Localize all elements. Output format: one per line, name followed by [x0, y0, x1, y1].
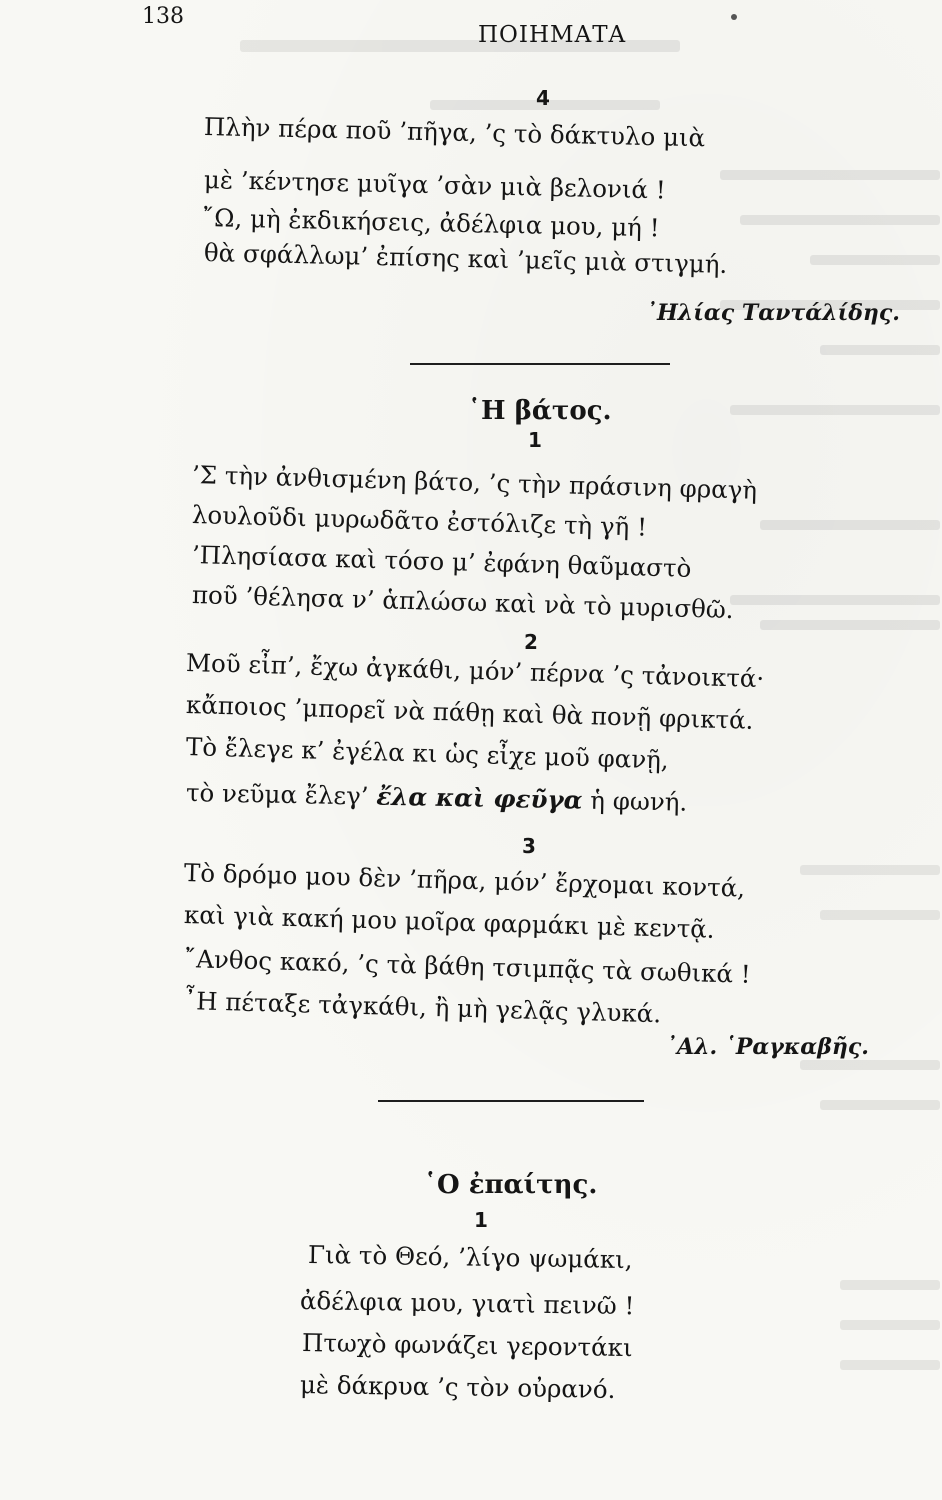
running-title: ΠΟΙΗΜΑΤΑ — [478, 22, 627, 48]
poem-title: ῾Ο ἐπαίτης. — [424, 1170, 598, 1200]
verse-line: ἀδέλφια μου, γιατὶ πεινῶ ! — [299, 1286, 635, 1321]
verse-line: ῎Ω, μὴ ἐκδικήσεις, ἀδέλφια μου, μή ! — [201, 203, 660, 243]
verse-line: μὲ δάκρυα ’ς τὸν οὐρανό. — [299, 1370, 616, 1404]
section-divider — [410, 363, 670, 365]
verse-line: ῏Η πέταξε τἀγκάθι, ἢ μὴ γελᾷς γλυκά. — [183, 986, 662, 1029]
verse-line: Πτωχὸ φωνάζει γεροντάκι — [301, 1328, 633, 1363]
verse-line: ’Πλησίασα καὶ τόσο μ’ ἐφάνη θαῦμαστὸ — [191, 540, 692, 583]
verse-line: λουλοῦδι μυρωδᾶτο ἐστόλιζε τὴ γῆ ! — [191, 500, 648, 542]
verse-line: κἄποιος ’μπορεῖ νὰ πάθῃ καὶ θὰ πονῇ φρικτά. — [185, 690, 754, 735]
page-number: 138 — [142, 4, 184, 29]
stanza-number: 2 — [524, 630, 538, 654]
stanza-number: 3 — [522, 834, 536, 858]
verse-line: Τὸ ἔλεγε κ’ ἐγέλα κι ὡς εἶχε μοῦ φανῇ, — [185, 732, 670, 775]
verse-line: θὰ σφάλλωμ’ ἐπίσης καὶ ’μεῖς μιὰ στιγμή. — [203, 238, 728, 279]
verse-line: ποῦ ’θέλησα ν’ ἁπλώσω καὶ νὰ τὸ μυρισθῶ. — [191, 580, 734, 625]
section-divider — [378, 1100, 644, 1102]
verse-line: ῎Ανθος κακό, ’ς τὰ βάθη τσιμπᾷς τὰ σωθικά ! — [183, 944, 752, 989]
signature: ᾿Αλ. ῾Ραγκαβῆς. — [666, 1034, 869, 1060]
verse-line: μὲ ’κέντησε μυῖγα ’σὰν μιὰ βελονιά ! — [203, 165, 667, 205]
stanza-number: 4 — [536, 86, 550, 110]
poem-title: ῾Η βάτος. — [468, 396, 612, 426]
verse-line: Πλὴν πέρα ποῦ ’πῆγα, ’ς τὸ δάκτυλο μιὰ — [203, 112, 706, 153]
stanza-number: 1 — [474, 1208, 488, 1232]
verse-text: τὸ νεῦμα ἔλεγ’ — [185, 778, 377, 811]
verse-text: ἡ φωνή. — [582, 785, 688, 817]
ink-speck — [731, 14, 737, 20]
verse-line: Τὸ δρόμο μου δὲν ’πῆρα, μόν’ ἔρχομαι κοντά, — [183, 858, 746, 903]
verse-line: ’Σ τὴν ἀνθισμένη βάτο, ’ς τὴν πράσινη φραγὴ — [191, 460, 758, 505]
stanza-number: 1 — [528, 428, 542, 452]
verse-line: καὶ γιὰ κακή μου μοῖρα φαρμάκι μὲ κεντᾷ. — [183, 900, 715, 944]
emphasized-phrase: ἔλα καὶ φεῦγα — [376, 781, 583, 815]
verse-line: Γιὰ τὸ Θεό, ’λίγο ψωμάκι, — [307, 1240, 633, 1275]
signature: ᾿Ηλίας Ταντάλίδης. — [646, 300, 900, 326]
verse-line-emphasis — [186, 778, 688, 817]
verse-line: Μοῦ εἶπ’, ἔχω ἀγκάθι, μόν’ πέρνα ’ς τἀνοικτά· — [185, 648, 765, 694]
